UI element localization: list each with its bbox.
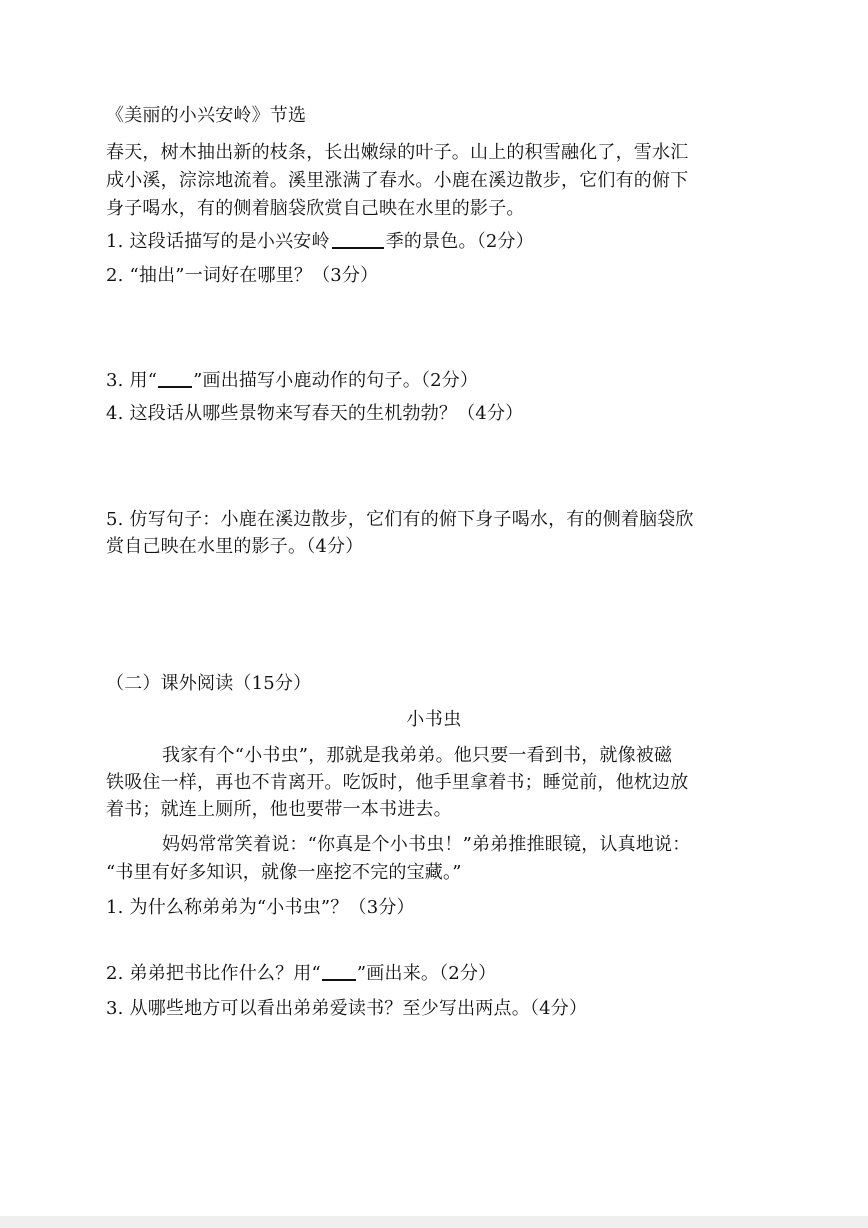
question-2: 2. “抽出”一词好在哪里？（3分）: [106, 265, 379, 286]
question-3: [106, 368, 478, 393]
answer-blank[interactable]: [332, 229, 384, 249]
section1-heading: 《美丽的小兴安岭》节选: [106, 105, 307, 126]
page-bottom-edge: [0, 1216, 868, 1228]
reading-question-1: 1. 为什么称弟弟为“小书虫”？（3分）: [106, 897, 415, 918]
reading-question-2-suffix: ”画出来。（2分）: [356, 963, 497, 984]
passage-line-2: 成小溪，淙淙地流着。溪里涨满了春水。小鹿在溪边散步，它们有的俯下: [106, 170, 689, 191]
reading-question-2-prefix: 2. 弟弟把书比作什么？用“: [106, 963, 321, 984]
reading-question-2: [106, 961, 496, 986]
story-para1-line-1: 我家有个“小书虫”，那就是我弟弟。他只要一看到书，就像被磁: [162, 745, 673, 766]
story-para1-line-3: 着书；就连上厕所，他也要带一本书进去。: [106, 799, 452, 820]
passage-line-1: 春天，树木抽出新的枝条，长出嫩绿的叶子。山上的积雪融化了，雪水汇: [106, 142, 689, 163]
question-4: 4. 这段话从哪些景物来写春天的生机勃勃？（4分）: [106, 403, 524, 424]
question-3-prefix: 3. 用“: [106, 370, 158, 391]
question-5-line-1: 5. 仿写句子：小鹿在溪边散步，它们有的俯下身子喝水，有的侧着脑袋欣: [106, 509, 694, 530]
question-3-suffix: ”画出描写小鹿动作的句子。（2分）: [193, 370, 479, 391]
question-1: [106, 229, 534, 254]
story-para2-line-2: “书里有好多知识，就像一座挖不完的宝藏。”: [106, 862, 462, 883]
question-1-prefix: 1. 这段话描写的是小兴安岭: [106, 231, 330, 252]
story-para2-line-1: 妈妈常常笑着说：“你真是个小书虫！”弟弟推推眼镜，认真地说：: [162, 834, 691, 855]
passage-line-3: 身子喝水，有的侧着脑袋欣赏自己映在水里的影子。: [106, 198, 525, 219]
reading-question-3: 3. 从哪些地方可以看出弟弟爱读书？至少写出两点。（4分）: [106, 998, 588, 1019]
question-5-line-2: 赏自己映在水里的影子。（4分）: [106, 536, 364, 557]
section2-heading: （二）课外阅读（15分）: [106, 673, 312, 694]
underline-sample: [158, 368, 192, 388]
underline-sample: [322, 961, 356, 981]
story-para1-line-2: 铁吸住一样，再也不肯离开。吃饭时，他手里拿着书；睡觉前，他枕边放: [106, 772, 689, 793]
story-title: 小书虫: [406, 709, 462, 730]
question-1-suffix: 季的景色。（2分）: [385, 231, 534, 252]
